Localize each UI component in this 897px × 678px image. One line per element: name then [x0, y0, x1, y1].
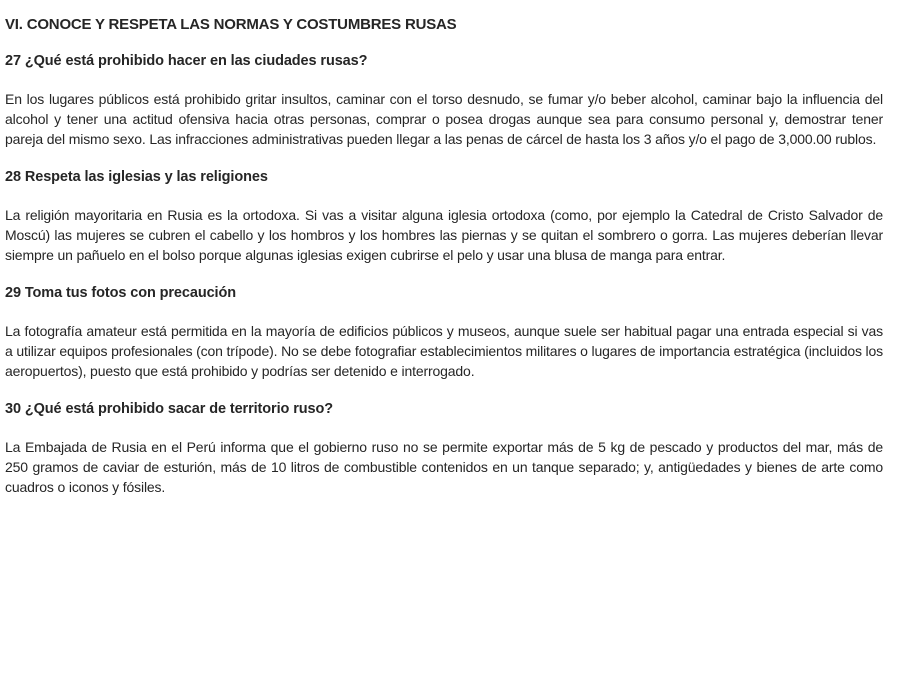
question-30-body: La Embajada de Rusia en el Perú informa que el gobierno ruso no se permite exportar más de 5 kg de pescado y productos del mar, más de 250 gramos de caviar de esturión, más de 10 litros de combustible contenidos en un tanque separado; y, antigüedades y bienes de arte como cuadros o iconos y fósiles. — [5, 439, 883, 495]
question-28-heading: 28 Respeta las iglesias y las religiones — [5, 169, 268, 185]
question-27-body: En los lugares públicos está prohibido gritar insultos, caminar con el torso desnudo, se fumar y/o beber alcohol, caminar bajo la influencia del alcohol y tener una actitud ofensiva hacia otras personas, comprar o posea drogas aunque sea para consumo personal y, demostrar tener pareja del mismo sexo. Las infracciones administrativas pueden llegar a las penas de cárcel de hasta los 3 años y/o el pago de 3,000.00 rublos. — [5, 91, 883, 147]
question-27-heading: 27 ¿Qué está prohibido hacer en las ciudades rusas? — [5, 53, 368, 69]
section-title: VI. CONOCE Y RESPETA LAS NORMAS Y COSTUMBRES RUSAS — [5, 16, 457, 33]
question-29-body: La fotografía amateur está permitida en la mayoría de edificios públicos y museos, aunque suele ser habitual pagar una entrada especial si vas a utilizar equipos profesionales (con trípode). No se debe fotografiar establecimientos militares o lugares de importancia estratégica (incluidos los aeropuertos), puesto que está prohibido y podrías ser detenido e interrogado. — [5, 323, 884, 379]
question-28-body: La religión mayoritaria en Rusia es la ortodoxa. Si vas a visitar alguna iglesia ortodoxa (como, por ejemplo la Catedral de Cristo Salvador de Moscú) las mujeres se cubren el cabello y los hombros y los hombres las piernas y se quitan el sombrero o gorra. Las mujeres deberían llevar siempre un pañuelo en el bolso porque algunas iglesias exigen cubrirse el pelo y usar una blusa de manga para entrar. — [5, 207, 883, 263]
question-29-heading: 29 Toma tus fotos con precaución — [5, 285, 236, 301]
question-30-heading: 30 ¿Qué está prohibido sacar de territorio ruso? — [5, 401, 333, 417]
